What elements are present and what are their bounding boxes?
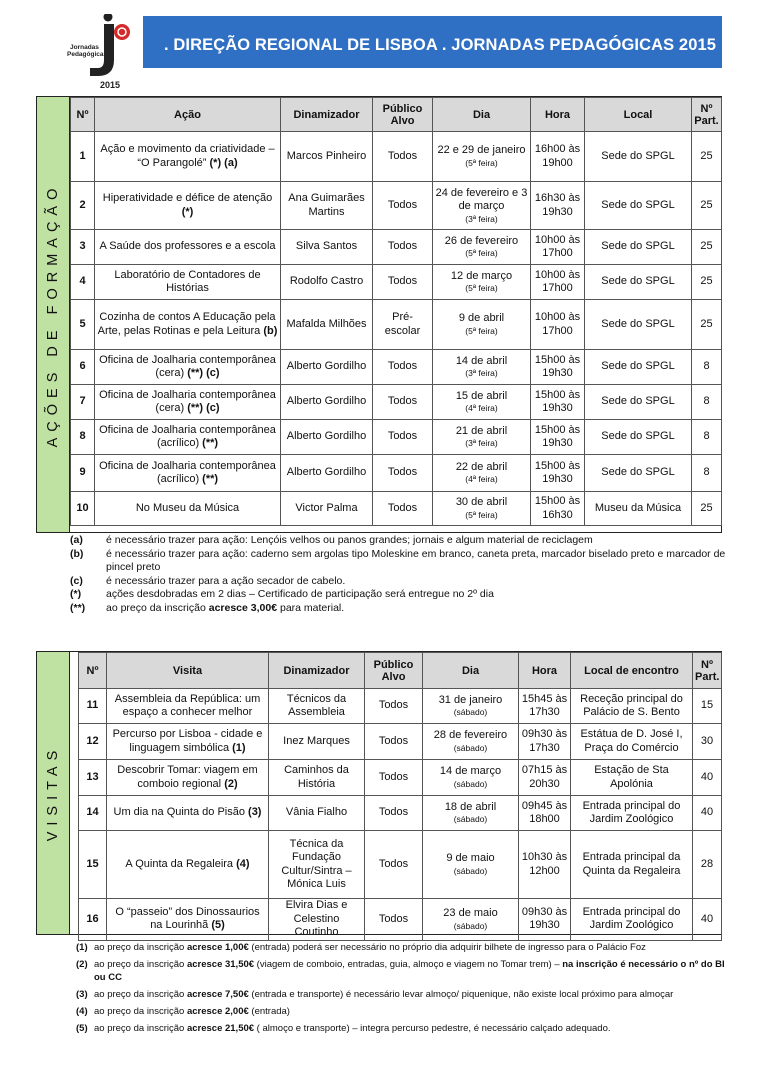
row-number: 1 (71, 132, 95, 182)
date-text: 18 de abril (444, 800, 497, 813)
participants-cell: 40 (693, 899, 722, 941)
row-number: 12 (79, 724, 107, 760)
acoes-notes (70, 534, 726, 615)
footnote-tag: (5) (76, 1023, 88, 1034)
activity-title: Oficina de Joalharia contemporânea (cera) (99, 353, 276, 379)
audience-cell: Todos (365, 831, 423, 899)
acoes-sidebar-label: AÇÕES DE FORMAÇÃO (45, 182, 61, 447)
row-number: 11 (79, 689, 107, 724)
activity-cell (107, 724, 269, 760)
event-logo (67, 22, 150, 80)
footnote-text: ao preço da inscrição (106, 601, 209, 614)
activity-cell (95, 230, 281, 265)
audience-cell: Todos (365, 760, 423, 796)
footnote-bold: acresce 1,00€ (186, 942, 249, 953)
activity-title: Descobrir Tomar: viagem em comboio regional (117, 764, 258, 790)
location-cell: Entrada principal do Jardim Zoológico (571, 796, 693, 831)
date-cell (433, 300, 531, 350)
activity-flag: (*) (181, 205, 194, 218)
activity-flag: (*) (a) (209, 156, 238, 169)
footnote-tag: (*) (70, 588, 82, 600)
table-row (79, 796, 722, 831)
acoes-table (70, 97, 722, 526)
activity-title: Cozinha de contos A Educação pela Arte, pelas Rotinas e pela Leitura (97, 311, 276, 337)
activity-title: Assembleia da República: um espaço a conhecer melhor (114, 692, 261, 718)
activity-title: Um dia na Quinta do Pisão (113, 806, 249, 819)
footnote-bold-2: na inscrição é necessário o nº do BI ou CC (94, 959, 725, 983)
date-text: 14 de março (439, 765, 502, 778)
footnote-after: para material. (277, 601, 345, 614)
acoes-col-header: Local (585, 98, 692, 132)
weekday-text: (5ª feira) (465, 325, 498, 336)
acoes-col-header: Nº Part. (692, 98, 722, 132)
time-cell: 10h00 às 17h00 (531, 230, 585, 265)
footnote-bold: acresce 3,00€ (208, 601, 278, 614)
date-text: 21 de abril (455, 424, 508, 437)
visitas-col-header: Público Alvo (365, 653, 423, 689)
table-row (71, 385, 722, 420)
facilitator-cell: Elvira Dias e Celestino Coutinho (269, 899, 365, 941)
date-cell (433, 182, 531, 230)
table-row (79, 724, 722, 760)
date-cell (423, 760, 519, 796)
visitas-col-header: Dinamizador (269, 653, 365, 689)
activity-cell (95, 132, 281, 182)
date-cell (423, 689, 519, 724)
footnote-tag: (b) (70, 547, 84, 560)
footnote-tag: (1) (76, 942, 88, 953)
weekday-text: (sábado) (453, 742, 488, 753)
activity-cell (107, 796, 269, 831)
activity-title: Hiperatividade e défice de atenção (102, 192, 273, 204)
visitas-col-header: Hora (519, 653, 571, 689)
table-row (71, 182, 722, 230)
activity-cell (107, 760, 269, 796)
activity-flag: (**) (c) (187, 402, 220, 414)
logo-year: 2015 (100, 80, 121, 90)
row-number: 10 (71, 492, 95, 526)
activity-flag: (4) (236, 857, 250, 870)
location-cell: Entrada principal do Jardim Zoológico (571, 899, 693, 941)
participants-cell: 25 (692, 132, 722, 182)
date-text: 15 de abril (455, 389, 508, 402)
time-cell: 10h00 às 17h00 (531, 265, 585, 300)
acoes-col-header: Nº (71, 98, 95, 132)
logo-text-2: Pedagógicas (67, 51, 108, 58)
date-text: 26 de fevereiro (444, 234, 519, 247)
row-number: 16 (79, 899, 107, 941)
activity-title: No Museu da Música (135, 501, 240, 514)
activity-flag: (5) (211, 919, 225, 932)
facilitator-cell: Alberto Gordilho (281, 350, 373, 385)
row-number: 7 (71, 385, 95, 420)
activity-flag: (**) (202, 437, 219, 449)
date-cell (433, 455, 531, 492)
footnote-tag: (a) (70, 534, 83, 546)
table-row (71, 350, 722, 385)
acoes-col-header: Ação (95, 98, 281, 132)
date-text: 23 de maio (443, 907, 498, 919)
visitas-col-header: Nº (79, 653, 107, 689)
location-cell: Sede do SPGL (585, 350, 692, 385)
audience-cell: Todos (373, 385, 433, 420)
weekday-text: (5ª feira) (465, 283, 498, 294)
participants-cell: 8 (692, 385, 722, 420)
participants-cell: 25 (692, 492, 722, 526)
time-cell: 10h00 às 17h00 (531, 300, 585, 350)
facilitator-cell: Marcos Pinheiro (281, 132, 373, 182)
visitas-sidebar-label: VISITAS (45, 744, 61, 842)
table-row (71, 300, 722, 350)
acoes-section (36, 96, 722, 533)
activity-cell (95, 350, 281, 385)
weekday-text: (4ª feira) (465, 403, 498, 414)
time-cell: 15h45 às 17h30 (519, 689, 571, 724)
footnote-bold: acresce 21,50€ (186, 1023, 255, 1034)
audience-cell: Todos (373, 492, 433, 526)
footnote-tag: (**) (70, 601, 86, 614)
date-cell (423, 796, 519, 831)
time-cell: 16h00 às 19h00 (531, 132, 585, 182)
footnote (76, 941, 726, 954)
activity-title: Oficina de Joalharia contemporânea (acrílico) (99, 423, 276, 449)
footnote-after: (viagem de comboio, entradas, guia, almoço e viagem no Tomar trem) – (254, 959, 563, 970)
location-cell: Sede do SPGL (585, 420, 692, 455)
footnote (70, 548, 726, 575)
footnote-bold: acresce 31,50€ (186, 959, 255, 970)
audience-cell: Todos (373, 182, 433, 230)
participants-cell: 15 (693, 689, 722, 724)
date-cell (433, 132, 531, 182)
activity-title: A Saúde dos professores e a escola (99, 240, 276, 253)
location-cell: Museu da Música (585, 492, 692, 526)
footnote-after: (entrada e transporte) é necessário levar almoço/ piquenique, não existe local próximo para almoçar (248, 989, 674, 1000)
footnote-bold: acresce 2,00€ (186, 1006, 249, 1017)
time-cell: 09h30 às 19h30 (519, 899, 571, 941)
footnote-text: é necessário trazer para ação: Lençóis velhos ou panos grandes; jornais e algum material de reciclagem (106, 534, 593, 546)
date-text: 28 de fevereiro (433, 729, 508, 742)
weekday-text: (3ª feira) (465, 213, 498, 224)
footnote-after: ( almoço e transporte) – integra percurso pedestre, é necessário calçado adequado. (254, 1023, 611, 1034)
weekday-text: (5ª feira) (465, 157, 498, 168)
activity-cell (95, 420, 281, 455)
facilitator-cell: Inez Marques (269, 724, 365, 760)
facilitator-cell: Rodolfo Castro (281, 265, 373, 300)
page-title: . DIREÇÃO REGIONAL DE LISBOA . JORNADAS PEDAGÓGICAS 2015 (164, 36, 717, 54)
participants-cell: 25 (692, 230, 722, 265)
footnote (76, 1005, 726, 1018)
footnote (70, 588, 726, 602)
time-cell: 10h30 às 12h00 (519, 831, 571, 899)
footnote-tag: (4) (76, 1006, 88, 1017)
location-cell: Sede do SPGL (585, 455, 692, 492)
visitas-sidebar (37, 652, 70, 934)
date-cell (423, 899, 519, 941)
activity-title: Oficina de Joalharia contemporânea (cera) (99, 388, 276, 414)
facilitator-cell: Victor Palma (281, 492, 373, 526)
acoes-col-header: Dinamizador (281, 98, 373, 132)
footnote-text: é necessário trazer para a ação secador de cabelo. (106, 574, 346, 587)
table-row (79, 831, 722, 899)
audience-cell: Todos (373, 265, 433, 300)
acoes-sidebar (37, 97, 70, 532)
activity-cell (95, 385, 281, 420)
footnote-tag: (3) (76, 989, 88, 1000)
date-text: 9 de maio (446, 852, 495, 865)
time-cell: 15h00 às 19h30 (531, 420, 585, 455)
time-cell: 15h00 às 16h30 (531, 492, 585, 526)
location-cell: Sede do SPGL (585, 385, 692, 420)
activity-cell (95, 300, 281, 350)
visitas-col-header: Visita (107, 653, 269, 689)
row-number: 5 (71, 300, 95, 350)
weekday-text: (3ª feira) (465, 368, 498, 379)
row-number: 8 (71, 420, 95, 455)
weekday-text: (sábado) (453, 865, 488, 876)
date-cell (423, 831, 519, 899)
audience-cell: Todos (373, 132, 433, 182)
activity-title: Percurso por Lisboa - cidade e linguagem simbólica (112, 728, 263, 754)
activity-cell (107, 899, 269, 941)
participants-cell: 28 (693, 831, 722, 899)
footnote-tag: (c) (70, 574, 83, 587)
date-cell (433, 420, 531, 455)
table-row (79, 760, 722, 796)
footnote-bold: acresce 7,50€ (186, 989, 249, 1000)
location-cell: Sede do SPGL (585, 132, 692, 182)
participants-cell: 25 (692, 182, 722, 230)
visitas-col-header: Nº Part. (693, 653, 722, 689)
visitas-table (78, 652, 722, 941)
footnote-text: ao preço da inscrição (94, 1023, 187, 1034)
activity-cell (95, 492, 281, 526)
visitas-section (36, 651, 722, 938)
footnote-text: ao preço da inscrição (94, 942, 187, 953)
table-row (71, 492, 722, 526)
date-cell (423, 724, 519, 760)
time-cell: 09h45 às 18h00 (519, 796, 571, 831)
footnote (70, 534, 726, 548)
facilitator-cell: Alberto Gordilho (281, 385, 373, 420)
footnote-text: ao preço da inscrição (94, 1006, 187, 1017)
row-number: 2 (71, 182, 95, 230)
date-text: 24 de fevereiro e 3 de março (435, 186, 528, 212)
time-cell: 15h00 às 19h30 (531, 350, 585, 385)
date-cell (433, 230, 531, 265)
facilitator-cell: Ana Guimarães Martins (281, 182, 373, 230)
facilitator-cell: Técnica da Fundação Cultur/Sintra – Mónica Luis (269, 831, 365, 899)
footnote-text: é necessário trazer para ação: caderno sem argolas tipo Moleskine em branco, caneta preta, marcador biselado preto e marcador de pincel preto (106, 547, 726, 573)
row-number: 4 (71, 265, 95, 300)
participants-cell: 8 (692, 350, 722, 385)
time-cell: 07h15 às 20h30 (519, 760, 571, 796)
table-row (71, 265, 722, 300)
activity-flag: (3) (248, 806, 262, 819)
weekday-text: (sábado) (453, 707, 488, 718)
participants-cell: 25 (692, 265, 722, 300)
audience-cell: Pré-escolar (373, 300, 433, 350)
acoes-col-header: Dia (433, 98, 531, 132)
location-cell: Sede do SPGL (585, 182, 692, 230)
activity-flag: (2) (224, 777, 238, 790)
table-row (71, 420, 722, 455)
location-cell: Estátua de D. José I, Praça do Comércio (571, 724, 693, 760)
weekday-text: (3ª feira) (465, 438, 498, 449)
facilitator-cell: Alberto Gordilho (281, 420, 373, 455)
facilitator-cell: Técnicos da Assembleia (269, 689, 365, 724)
table-row (71, 455, 722, 492)
table-row (71, 132, 722, 182)
date-text: 22 de abril (455, 460, 508, 473)
footnote (70, 575, 726, 589)
activity-flag: (**) (202, 473, 219, 485)
audience-cell: Todos (373, 350, 433, 385)
location-cell: Estação de Sta Apolónia (571, 760, 693, 796)
participants-cell: 8 (692, 420, 722, 455)
location-cell: Entrada principal da Quinta da Regaleira (571, 831, 693, 899)
audience-cell: Todos (365, 689, 423, 724)
participants-cell: 25 (692, 300, 722, 350)
footnote (76, 1022, 726, 1035)
weekday-text: (sábado) (453, 814, 488, 825)
facilitator-cell: Vânia Fialho (269, 796, 365, 831)
logo-text-1: Jornadas (70, 44, 99, 51)
visitas-col-header: Local de encontro (571, 653, 693, 689)
time-cell: 16h30 às 19h30 (531, 182, 585, 230)
row-number: 3 (71, 230, 95, 265)
location-cell: Sede do SPGL (585, 265, 692, 300)
date-text: 31 de janeiro (438, 693, 503, 706)
time-cell: 15h00 às 19h30 (531, 455, 585, 492)
header (40, 14, 722, 90)
activity-flag: (**) (c) (187, 367, 220, 379)
row-number: 15 (79, 831, 107, 899)
weekday-text: (5ª feira) (465, 509, 498, 520)
participants-cell: 40 (693, 760, 722, 796)
facilitator-cell: Mafalda Milhões (281, 300, 373, 350)
time-cell: 15h00 às 19h30 (531, 385, 585, 420)
activity-cell (95, 265, 281, 300)
row-number: 14 (79, 796, 107, 831)
row-number: 13 (79, 760, 107, 796)
activity-cell (95, 182, 281, 230)
audience-cell: Todos (365, 796, 423, 831)
audience-cell: Todos (373, 455, 433, 492)
activity-title: A Quinta da Regaleira (125, 857, 237, 870)
location-cell: Receção principal do Palácio de S. Bento (571, 689, 693, 724)
footnote-text: ações desdobradas em 2 dias – Certificado de participação será entregue no 2º dia (106, 588, 494, 600)
participants-cell: 8 (692, 455, 722, 492)
footnote (76, 958, 726, 984)
activity-title: Oficina de Joalharia contemporânea (acrílico) (99, 459, 276, 485)
activity-cell (95, 455, 281, 492)
audience-cell: Todos (365, 724, 423, 760)
date-text: 12 de março (450, 269, 513, 282)
time-cell: 09h30 às 17h30 (519, 724, 571, 760)
table-row (71, 230, 722, 265)
audience-cell: Todos (373, 420, 433, 455)
audience-cell: Todos (373, 230, 433, 265)
weekday-text: (sábado) (453, 778, 488, 789)
footnote-text: ao preço da inscrição (94, 959, 187, 970)
footnote-text: ao preço da inscrição (94, 989, 187, 1000)
activity-flag: (b) (263, 324, 278, 337)
acoes-col-header: Hora (531, 98, 585, 132)
date-cell (433, 265, 531, 300)
acoes-col-header: Público Alvo (373, 98, 433, 132)
date-cell (433, 385, 531, 420)
visitas-col-header: Dia (423, 653, 519, 689)
table-row (79, 689, 722, 724)
activity-title: Laboratório de Contadores de Histórias (114, 268, 261, 294)
facilitator-cell: Silva Santos (281, 230, 373, 265)
activity-title: Ação e movimento da criatividade – “O Parangolé” (100, 143, 275, 169)
date-cell (433, 492, 531, 526)
footnote (76, 988, 726, 1001)
date-text: 14 de abril (455, 354, 508, 367)
date-cell (433, 350, 531, 385)
activity-cell (107, 831, 269, 899)
date-text: 22 e 29 de janeiro (437, 144, 526, 157)
facilitator-cell: Alberto Gordilho (281, 455, 373, 492)
row-number: 9 (71, 455, 95, 492)
footnote-after: (entrada) poderá ser necessário no próprio dia adquirir bilhete de ingresso para o Palácio Foz (248, 942, 646, 953)
weekday-text: (sábado) (453, 920, 488, 931)
row-number: 6 (71, 350, 95, 385)
table-row (79, 899, 722, 941)
participants-cell: 30 (693, 724, 722, 760)
audience-cell: Todos (365, 899, 423, 941)
activity-flag: (1) (232, 741, 246, 754)
location-cell: Sede do SPGL (585, 230, 692, 265)
weekday-text: (4ª feira) (465, 474, 498, 485)
footnote (70, 602, 726, 616)
facilitator-cell: Caminhos da História (269, 760, 365, 796)
activity-title: O “passeio” dos Dinossaurios na Lourinhã (115, 905, 260, 932)
footnote-tag: (2) (76, 959, 88, 970)
visitas-notes (76, 941, 726, 1039)
weekday-text: (5ª feira) (465, 248, 498, 259)
date-text: 9 de abril (458, 312, 505, 325)
footnote-after: (entrada) (248, 1006, 290, 1017)
date-text: 30 de abril (455, 496, 508, 509)
participants-cell: 40 (693, 796, 722, 831)
location-cell: Sede do SPGL (585, 300, 692, 350)
activity-cell (107, 689, 269, 724)
